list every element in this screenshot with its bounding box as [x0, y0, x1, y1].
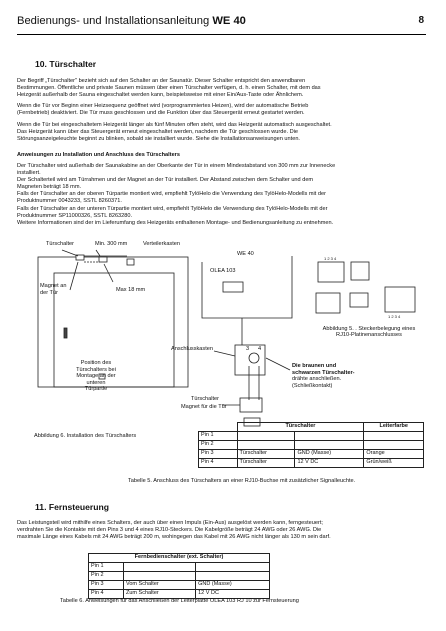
model-name: WE 40 — [212, 15, 246, 27]
caption-line: Abbildung 5. . Steckerbelegung eines — [322, 326, 416, 332]
table-5-caption: Tabelle 5. Anschluss des Türschalters an einer RJ10-Buchse mit zusätzlicher Signalleuchte. — [128, 478, 356, 484]
text-line: maximale Länge eines Kabels mit 24 AWG beträgt 200 m, wohingegen das Kabel mit 26 AWG nicht länger als 130 m sein darf. — [17, 534, 331, 541]
table-cell: Türschalter — [237, 459, 295, 468]
table-cell: Vom Schalter — [124, 581, 196, 590]
text-line: Falls der Türschalter an der oberen Türpartie montiert wird, empfiehlt TylöHelo die Verwendung des TylöHelo-Modells mit der — [17, 191, 326, 198]
label-line: Montage an der — [76, 373, 116, 380]
switch-position-label — [60, 360, 132, 393]
rj10-pins-top: 1 2 3 4 — [324, 256, 337, 261]
magnet-shape — [99, 257, 107, 262]
table-cell — [364, 441, 424, 450]
table-cell: GND (Masse) — [196, 581, 270, 590]
text-line: Produktnummer 0043233, SSTL 8260371. — [17, 198, 122, 205]
table-cell: Zum Schalter — [124, 590, 196, 599]
table-cell: 12 V DC — [295, 459, 364, 468]
pin-3-label: 3 — [246, 346, 250, 352]
table-cell — [124, 572, 196, 581]
label-line: Magnet an — [40, 283, 67, 289]
label-line: Position des — [80, 360, 112, 366]
text-line: Wenn die Tür bei eingeschaltetem Heizgerät länger als fünf Minuten offen steht, wird das Heizgerät automatisch ausgeschaltet. — [17, 122, 332, 128]
document-title: Bedienungs- und Installationsanleitung WE 40 — [17, 15, 246, 27]
magnet-on-door-label — [40, 283, 66, 296]
table-cell: Pin 4 — [89, 590, 124, 599]
door-handle — [64, 328, 67, 338]
leader-line — [62, 250, 78, 256]
table-row — [89, 563, 270, 572]
table-cell: Pin 1 — [89, 563, 124, 572]
table-cell — [196, 563, 270, 572]
switch-label: Türschalter — [191, 396, 219, 402]
table-cell: Pin 4 — [199, 459, 238, 468]
table-header-cell: Leiterfarbe — [364, 423, 424, 432]
section-11-heading: 11. Fernsteuerung — [35, 502, 110, 512]
table-6-caption: Tabelle 6. Anweisungen für das Anschließen der Leiterplatte OLEA 103 RJ 10 zur Fernsteuerung — [60, 598, 299, 604]
table-row — [89, 581, 270, 590]
rj10-plug-top — [351, 262, 369, 280]
section-10-heading: 10. Türschalter — [35, 59, 97, 69]
table-cell — [237, 441, 295, 450]
leader-line — [266, 358, 290, 370]
wires-note — [292, 363, 355, 389]
table-row — [199, 432, 424, 441]
text-line: (Fernbetrieb) deaktiviert. Die Tür muss geschlossen und die Funktion über das Steuergerät erneut gestartet werden. — [17, 110, 305, 117]
pin-4-label: 4 — [258, 346, 262, 352]
rj10-pins-bottom: 1 2 3 4 — [388, 314, 401, 319]
text-line: Der Begriff „Türschalter" bezieht sich auf den Schalter an der Saunatür. Dieser Schalter entspricht den anwendbaren — [17, 78, 306, 84]
label-line: schwarzen Türschalter- — [292, 369, 355, 376]
rj10-connector-drawing — [316, 262, 415, 313]
label-line: der Tür — [40, 289, 58, 296]
table-cell — [295, 432, 364, 441]
label-line: Türschalters bei — [76, 366, 116, 373]
rj10-jack-bottom — [316, 293, 340, 313]
table-cell: Grün/weiß — [364, 459, 424, 468]
label-line: Die braunen und — [292, 363, 337, 369]
table-header-cell: Fernbedienschalter (ext. Schalter) — [89, 554, 270, 563]
text-line: verdrahten Sie die Kontakte mit den Pins 3 und 4 eines RJ10-Steckers. Die Kabelgröße beträgt 24 AWG oder 26 AWG. Die — [17, 527, 322, 534]
leader-line — [214, 351, 235, 356]
magnet-label: Magnet für die Tür — [181, 404, 227, 410]
min-distance-label: Min. 300 mm — [95, 241, 128, 247]
label-line: (Schließkontakt) — [292, 382, 333, 389]
switch-body — [240, 398, 262, 412]
installation-subheading: Anweisungen zu Installation und Anschluss des Türschalters — [17, 152, 180, 158]
section-11-paragraph — [17, 520, 422, 541]
text-line: Magneten beträgt 18 mm. — [17, 184, 82, 191]
rj10-plug-bottom — [350, 293, 368, 307]
table-cell: Pin 3 — [199, 450, 238, 459]
table-header-row — [89, 554, 270, 563]
control-unit-outline — [202, 256, 292, 318]
text-line: Falls der Türschalter an der unteren Türpartie montiert wird, empfiehlt TylöHelo die Verwendung des TylöHelo-Modells mit der — [17, 205, 328, 212]
text-line: installiert. — [17, 170, 41, 177]
table-cell: Pin 3 — [89, 581, 124, 590]
table-cell — [364, 432, 424, 441]
table-cell — [199, 423, 238, 432]
we40-label: WE 40 — [237, 251, 254, 257]
table-cell — [124, 563, 196, 572]
table-row — [199, 450, 424, 459]
caption-line: RJ10-Platinenanschlusses — [336, 332, 402, 338]
table-5 — [198, 422, 424, 468]
table-cell: Pin 2 — [89, 572, 124, 581]
table-cell: 12 V DC — [196, 590, 270, 599]
table-cell: Pin 2 — [199, 441, 238, 450]
text-line: Das Heizgerät kann über das Steuergerät erneut eingeschaltet werden, nachdem die Tür geschlossen wurde. Die — [17, 129, 298, 136]
table-header-row — [199, 423, 424, 432]
label-line: drähte anschließen. — [292, 376, 342, 383]
table-row — [89, 572, 270, 581]
leader-line — [70, 262, 78, 290]
text-line: Störungsanzeigeleuchte beginnt zu blinken, sobald sie installiert wurde. Siehe die Installationsanweisungen unten. — [17, 136, 300, 143]
junction-box-label: Anschlusskasten — [171, 346, 213, 352]
figure-5-caption — [310, 326, 428, 338]
terminal — [249, 353, 259, 363]
label-line: Türpartie — [84, 386, 108, 393]
olea-label: OLEA 103 — [210, 268, 236, 274]
table-cell: Orange — [364, 450, 424, 459]
table-cell: Pin 1 — [199, 432, 238, 441]
rj10-jack-top — [318, 262, 344, 282]
text-line: Bestimmungen. Öffentliche und private Saunen müssen über einen Türschalter verfügen, d. h. einen Schalter, mit dem das — [17, 85, 321, 92]
junction-box-top-label: Verteilerkasten — [143, 241, 181, 247]
max-distance-label: Max 18 mm — [116, 287, 146, 293]
table-header-cell: Türschalter — [237, 423, 364, 432]
leader-line — [96, 250, 100, 256]
page-number: 8 — [418, 15, 424, 26]
figure-6-caption: Abbildung 6. Installation des Türschalters — [34, 433, 137, 439]
text-line: Weitere Informationen sind der im Lieferumfang des Heizgeräts enthaltenen Montage- und Bedienungsanleitung zu entnehmen. — [17, 219, 334, 226]
table-6 — [88, 553, 270, 599]
table-cell — [295, 441, 364, 450]
text-line: Wenn die Tür vor Beginn einer Heizsequenz geöffnet wird (vorprogrammiertes Heizen), wird der automatische Betrieb — [17, 103, 309, 109]
label-line: unteren — [86, 379, 106, 386]
text-line: Der Schalterteil wird am Türrahmen und der Magnet an der Tür installiert. Der Abstand zwischen dem Schalter und dem — [17, 177, 314, 184]
circuit-board — [223, 282, 243, 292]
text-line: Der Türschalter wird außerhalb der Saunakabine an der Oberkante der Tür in einem Mindestabstand von 300 mm zur Innenecke — [17, 163, 336, 169]
rj10-board — [385, 287, 415, 312]
table-cell — [196, 572, 270, 581]
table-cell: GND (Masse) — [295, 450, 364, 459]
text-line: Heizgerät außerhalb der Sauna eingeschaltet werden kann, beispielsweise mit einer Ein/Aus-Taste oder Ähnlichem. — [17, 92, 304, 99]
table-row — [199, 459, 424, 468]
text-line: Produktnummer SP11000326, SSTL 8263280. — [17, 212, 133, 219]
door-switch-label: Türschalter — [46, 241, 74, 247]
junction-box-top-shape — [127, 259, 134, 265]
table-row — [199, 441, 424, 450]
text-line: Das Leistungsteil wird mithilfe eines Schalters, der auch über einen Impuls (Ein-Aus) ausgelöst werden kann, ferngesteuert; — [17, 520, 323, 526]
table-cell: Türschalter — [237, 450, 295, 459]
table-cell — [237, 432, 295, 441]
